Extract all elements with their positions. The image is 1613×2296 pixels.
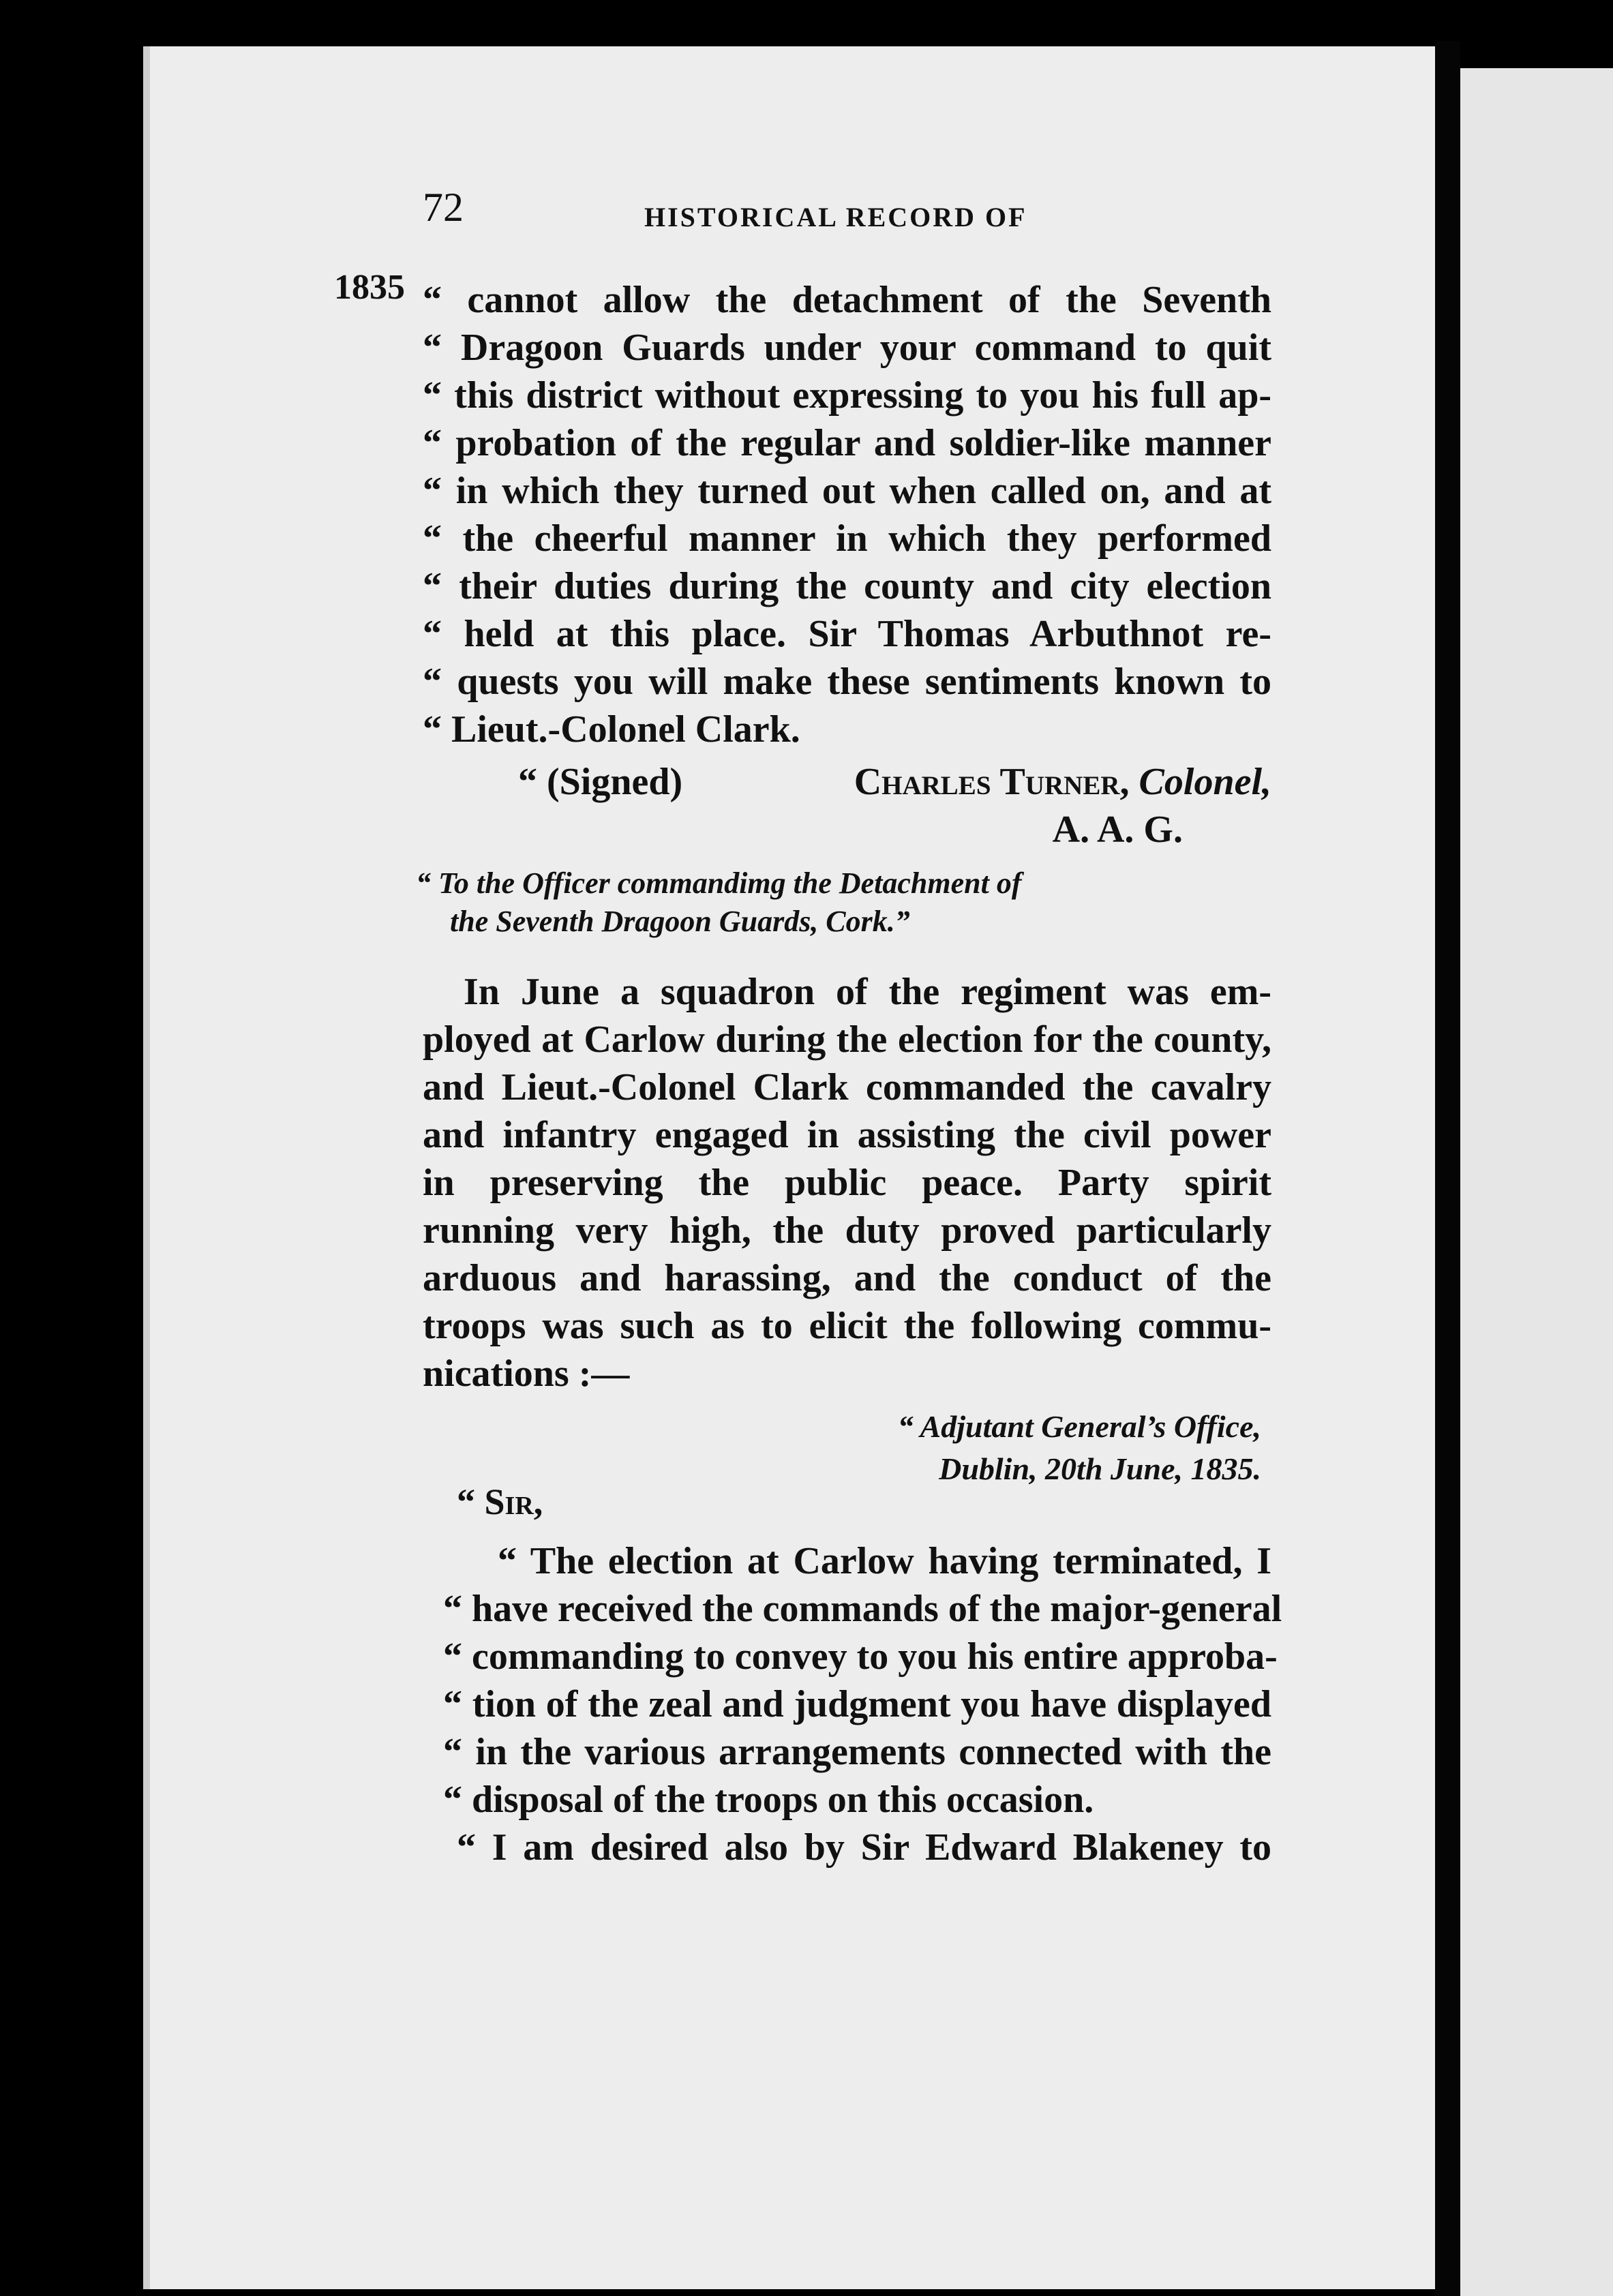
quote-line: “ Dragoon Guards under your command to quit xyxy=(423,327,1271,369)
signed-label: “ (Signed) xyxy=(518,761,683,803)
signatory-title: A. A. G. xyxy=(1052,809,1183,851)
address-line: “ To the Officer commandimg the Detachment of xyxy=(416,866,1022,900)
page-number: 72 xyxy=(423,185,464,230)
letter-line: “ disposal of the troops on this occasion. xyxy=(443,1779,1094,1821)
signatory-rank: Colonel, xyxy=(1139,761,1271,803)
paragraph-line: ployed at Carlow during the election for the county, xyxy=(423,1018,1271,1061)
salutation: “ Sir, xyxy=(457,1481,543,1522)
paragraph-line: and infantry engaged in assisting the civil power xyxy=(423,1114,1271,1156)
quote-line: “ Lieut.-Colonel Clark. xyxy=(423,708,800,751)
second-letter xyxy=(416,1537,1282,1871)
quote-line: “ quests you will make these sentiments known to xyxy=(423,661,1271,703)
quote-line: “ held at this place. Sir Thomas Arbuthnot re- xyxy=(423,613,1271,655)
quote-line: “ their duties during the county and city election xyxy=(423,565,1271,607)
paragraph-line: running very high, the duty proved particularly xyxy=(423,1209,1271,1252)
binding-gutter xyxy=(1435,41,1460,2296)
letter-line: “ commanding to convey to you his entire approba- xyxy=(443,1635,1278,1678)
letter-line: “ in the various arrangements connected with the xyxy=(443,1731,1271,1773)
quote-line: “ in which they turned out when called on, and at xyxy=(423,470,1271,512)
paragraph-line: and Lieut.-Colonel Clark commanded the cavalry xyxy=(423,1066,1271,1108)
margin-year: 1835 xyxy=(334,268,405,307)
letter-line: “ I am desired also by Sir Edward Blakeney to xyxy=(457,1826,1271,1869)
letter-dateline xyxy=(804,1406,1261,1490)
quote-line: “ probation of the regular and soldier-like manner xyxy=(423,422,1271,464)
letter-line: “ The election at Carlow having terminated, I xyxy=(498,1540,1271,1582)
quote-line: “ cannot allow the detachment of the Seventh xyxy=(423,279,1271,321)
narrative-paragraph xyxy=(423,968,1271,1398)
signature-block xyxy=(518,758,1271,854)
letter-line: “ have received the commands of the major-general xyxy=(443,1588,1282,1630)
address-block xyxy=(416,864,1234,941)
paragraph-line: arduous and harassing, and the conduct of the xyxy=(423,1257,1271,1299)
running-title: HISTORICAL RECORD OF xyxy=(644,202,1027,232)
paragraph-line: troops was such as to elicit the following commu- xyxy=(423,1305,1271,1347)
quoted-letter xyxy=(423,276,1271,753)
dateline-date: Dublin, 20th June, 1835. xyxy=(939,1451,1261,1486)
paragraph-line: In June a squadron of the regiment was em- xyxy=(464,971,1271,1013)
facing-page-edge xyxy=(1460,68,1613,2296)
paragraph-line: in preserving the public peace. Party spirit xyxy=(423,1162,1271,1204)
quote-line: “ this district without expressing to you his full ap- xyxy=(423,374,1271,417)
address-line: the Seventh Dragoon Guards, Cork.” xyxy=(450,905,910,938)
letter-line: “ tion of the zeal and judgment you have displayed xyxy=(443,1683,1271,1725)
paragraph-line: nications :— xyxy=(423,1353,630,1395)
signatory-name: Charles Turner, xyxy=(854,761,1130,803)
quote-line: “ the cheerful manner in which they performed xyxy=(423,517,1271,560)
dateline-office: “ Adjutant General’s Office, xyxy=(897,1409,1261,1444)
